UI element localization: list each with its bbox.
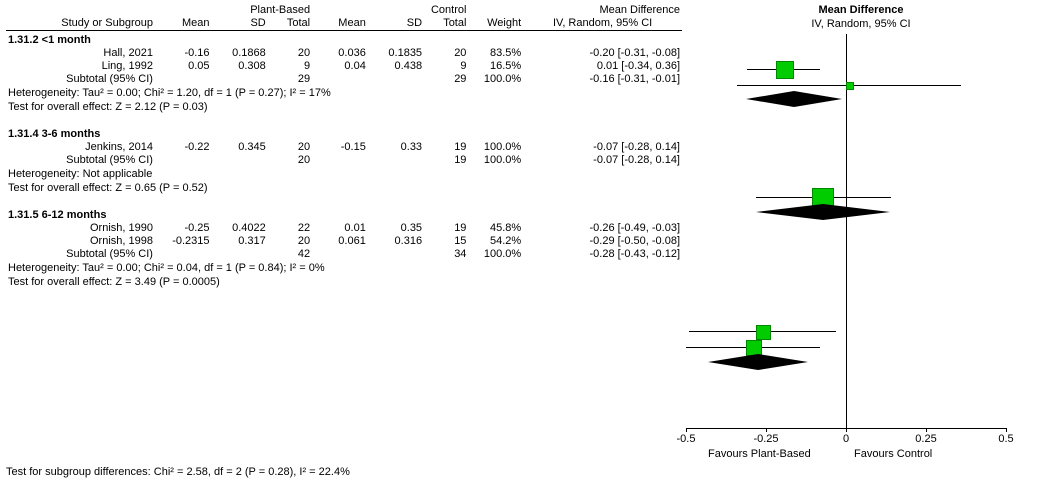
favours-right-label: Favours Control [854,448,933,460]
col-header-study: Study or Subgroup [6,17,155,31]
overall-effect-row [6,275,682,289]
overall-effect-row [6,100,682,114]
subtotal-total-2: 19 [454,154,467,166]
study-total-1: 22 [297,222,311,234]
study-weight: 100.0% [483,141,522,153]
forest-plot-panel [676,4,1036,474]
plot-subtitle: IV, Random, 95% CI [811,18,911,30]
col-header-ci: IV, Random, 95% CI [523,17,682,31]
x-axis-tick [766,428,767,432]
study-weight: 45.8% [489,222,522,234]
study-mean-1: -0.16 [184,47,210,59]
subtotal-ci: -0.07 [-0.28, 0.14] [593,154,680,166]
subtotal-row [6,248,682,261]
x-axis-tick [686,428,687,432]
study-mean-2: -0.15 [340,141,366,153]
study-sd-1: 0.308 [238,60,266,72]
study-sd-1: 0.317 [238,235,266,247]
subgroup-title-0: 1.31.2 <1 month [8,34,91,46]
col-header-sd-1: SD [212,17,268,31]
heterogeneity-text: Heterogeneity: Not applicable [8,168,153,180]
table-row [6,60,682,73]
study-mean-2: 0.04 [344,60,366,72]
table-row [6,141,682,154]
row-spacer [6,195,682,206]
subtotal-weight: 100.0% [483,248,522,260]
table-group-header-row [6,4,682,17]
study-mean-2: 0.061 [338,235,366,247]
subgroup-title-1: 1.31.4 3-6 months [8,128,101,140]
subtotal-label: Subtotal (95% CI) [66,73,153,85]
study-ci: -0.29 [-0.50, -0.08] [589,235,680,247]
study-sd-2: 0.438 [394,60,423,72]
x-axis-label-2: 0 [842,433,850,445]
study-sd-1: 0.1868 [232,47,266,59]
col-header-weight: Weight [468,17,523,31]
study-effect-marker [846,82,854,90]
subgroup-title-row [6,31,682,48]
subgroup-title-row [6,206,682,222]
study-sd-2: 0.35 [400,222,423,234]
study-total-2: 15 [454,235,467,247]
study-mean-1: -0.25 [184,222,210,234]
study-sd-1: 0.4022 [232,222,266,234]
study-ci: -0.07 [-0.28, 0.14] [593,141,680,153]
study-name: Jenkins, 2014 [85,141,153,153]
x-axis-tick [1006,428,1007,432]
x-axis-label-1: -0.25 [753,433,779,445]
col-header-mean-1: Mean [155,17,212,31]
plot-title: Mean Difference [818,4,904,16]
col-header-sd-2: SD [368,17,424,31]
row-spacer [6,114,682,125]
study-total-2: 9 [460,60,467,72]
subtotal-row [6,73,682,86]
study-total-2: 20 [454,47,467,59]
study-mean-1: 0.05 [188,60,210,72]
subtotal-row [6,154,682,167]
overall-effect-text: Test for overall effect: Z = 3.49 (P = 0.0005) [8,276,220,288]
study-mean-1: -0.2315 [172,235,210,247]
study-total-1: 20 [297,47,311,59]
group-header-plant-based: Plant-Based [250,4,311,16]
x-axis-tick [926,428,927,432]
table-column-header-row [6,17,682,31]
study-name: Ling, 1992 [101,60,153,72]
subtotal-diamond [708,354,818,370]
subgroup-title-row [6,125,682,141]
col-header-total-1: Total [268,17,312,31]
heterogeneity-row [6,167,682,181]
subtotal-diamond [756,204,896,220]
study-sd-2: 0.316 [394,235,423,247]
study-name: Hall, 2021 [103,47,153,59]
subtotal-total-2: 29 [454,73,467,85]
table-row [6,222,682,235]
study-total-1: 20 [297,141,311,153]
group-header-control: Control [430,4,467,16]
overall-effect-row [6,181,682,195]
col-header-total-2: Total [424,17,468,31]
study-mean-1: -0.22 [184,141,210,153]
x-axis-label-3: 0.25 [915,433,937,445]
x-axis-label-4: 0.5 [998,433,1014,445]
subtotal-total-1: 20 [297,154,311,166]
subtotal-label: Subtotal (95% CI) [66,154,153,166]
study-sd-2: 0.33 [400,141,423,153]
overall-effect-text: Test for overall effect: Z = 2.12 (P = 0.03) [8,101,208,113]
group-header-mean-difference: Mean Difference [599,4,680,16]
favours-left-label: Favours Plant-Based [708,448,811,460]
study-effect-marker [776,61,794,79]
study-sd-2: 0.1835 [388,47,423,59]
study-name: Ornish, 1998 [89,235,153,247]
x-axis-tick [846,428,847,432]
subtotal-total-2: 34 [454,248,467,260]
study-ci: -0.26 [-0.49, -0.03] [589,222,680,234]
col-header-mean-2: Mean [312,17,368,31]
study-total-1: 9 [304,60,311,72]
subtotal-total-1: 42 [297,248,311,260]
subtotal-diamond [746,91,856,107]
subtotal-ci: -0.28 [-0.43, -0.12] [589,248,680,260]
heterogeneity-text: Heterogeneity: Tau² = 0.00; Chi² = 0.04, df = 1 (P = 0.84); I² = 0% [8,262,325,274]
study-effect-marker [756,325,771,340]
table-row [6,235,682,248]
table-row [6,47,682,60]
study-sd-1: 0.345 [238,141,266,153]
subtotal-weight: 100.0% [483,154,522,166]
x-axis-label-0: -0.5 [676,433,696,445]
heterogeneity-row [6,86,682,100]
study-mean-2: 0.01 [344,222,366,234]
subtotal-label: Subtotal (95% CI) [66,248,153,260]
study-weight: 16.5% [489,60,522,72]
study-total-2: 19 [454,222,467,234]
study-ci: -0.20 [-0.31, -0.08] [589,47,680,59]
study-total-2: 19 [454,141,467,153]
subgroup-differences-text: Test for subgroup differences: Chi² = 2.58, df = 2 (P = 0.28), I² = 22.4% [6,466,350,478]
plot-canvas [676,34,1036,460]
study-total-1: 20 [297,235,311,247]
forest-plot-table [6,4,682,289]
heterogeneity-text: Heterogeneity: Tau² = 0.00; Chi² = 1.20, df = 1 (P = 0.27); I² = 17% [8,87,331,99]
overall-effect-text: Test for overall effect: Z = 0.65 (P = 0.52) [8,182,208,194]
subtotal-total-1: 29 [297,73,311,85]
subtotal-ci: -0.16 [-0.31, -0.01] [589,73,680,85]
study-mean-2: 0.036 [338,47,366,59]
subgroup-title-2: 1.31.5 6-12 months [8,209,107,221]
study-name: Ornish, 1990 [89,222,153,234]
study-weight: 83.5% [489,47,522,59]
heterogeneity-row [6,261,682,275]
subtotal-weight: 100.0% [483,73,522,85]
study-ci: 0.01 [-0.34, 0.36] [596,60,680,72]
study-weight: 54.2% [489,235,522,247]
